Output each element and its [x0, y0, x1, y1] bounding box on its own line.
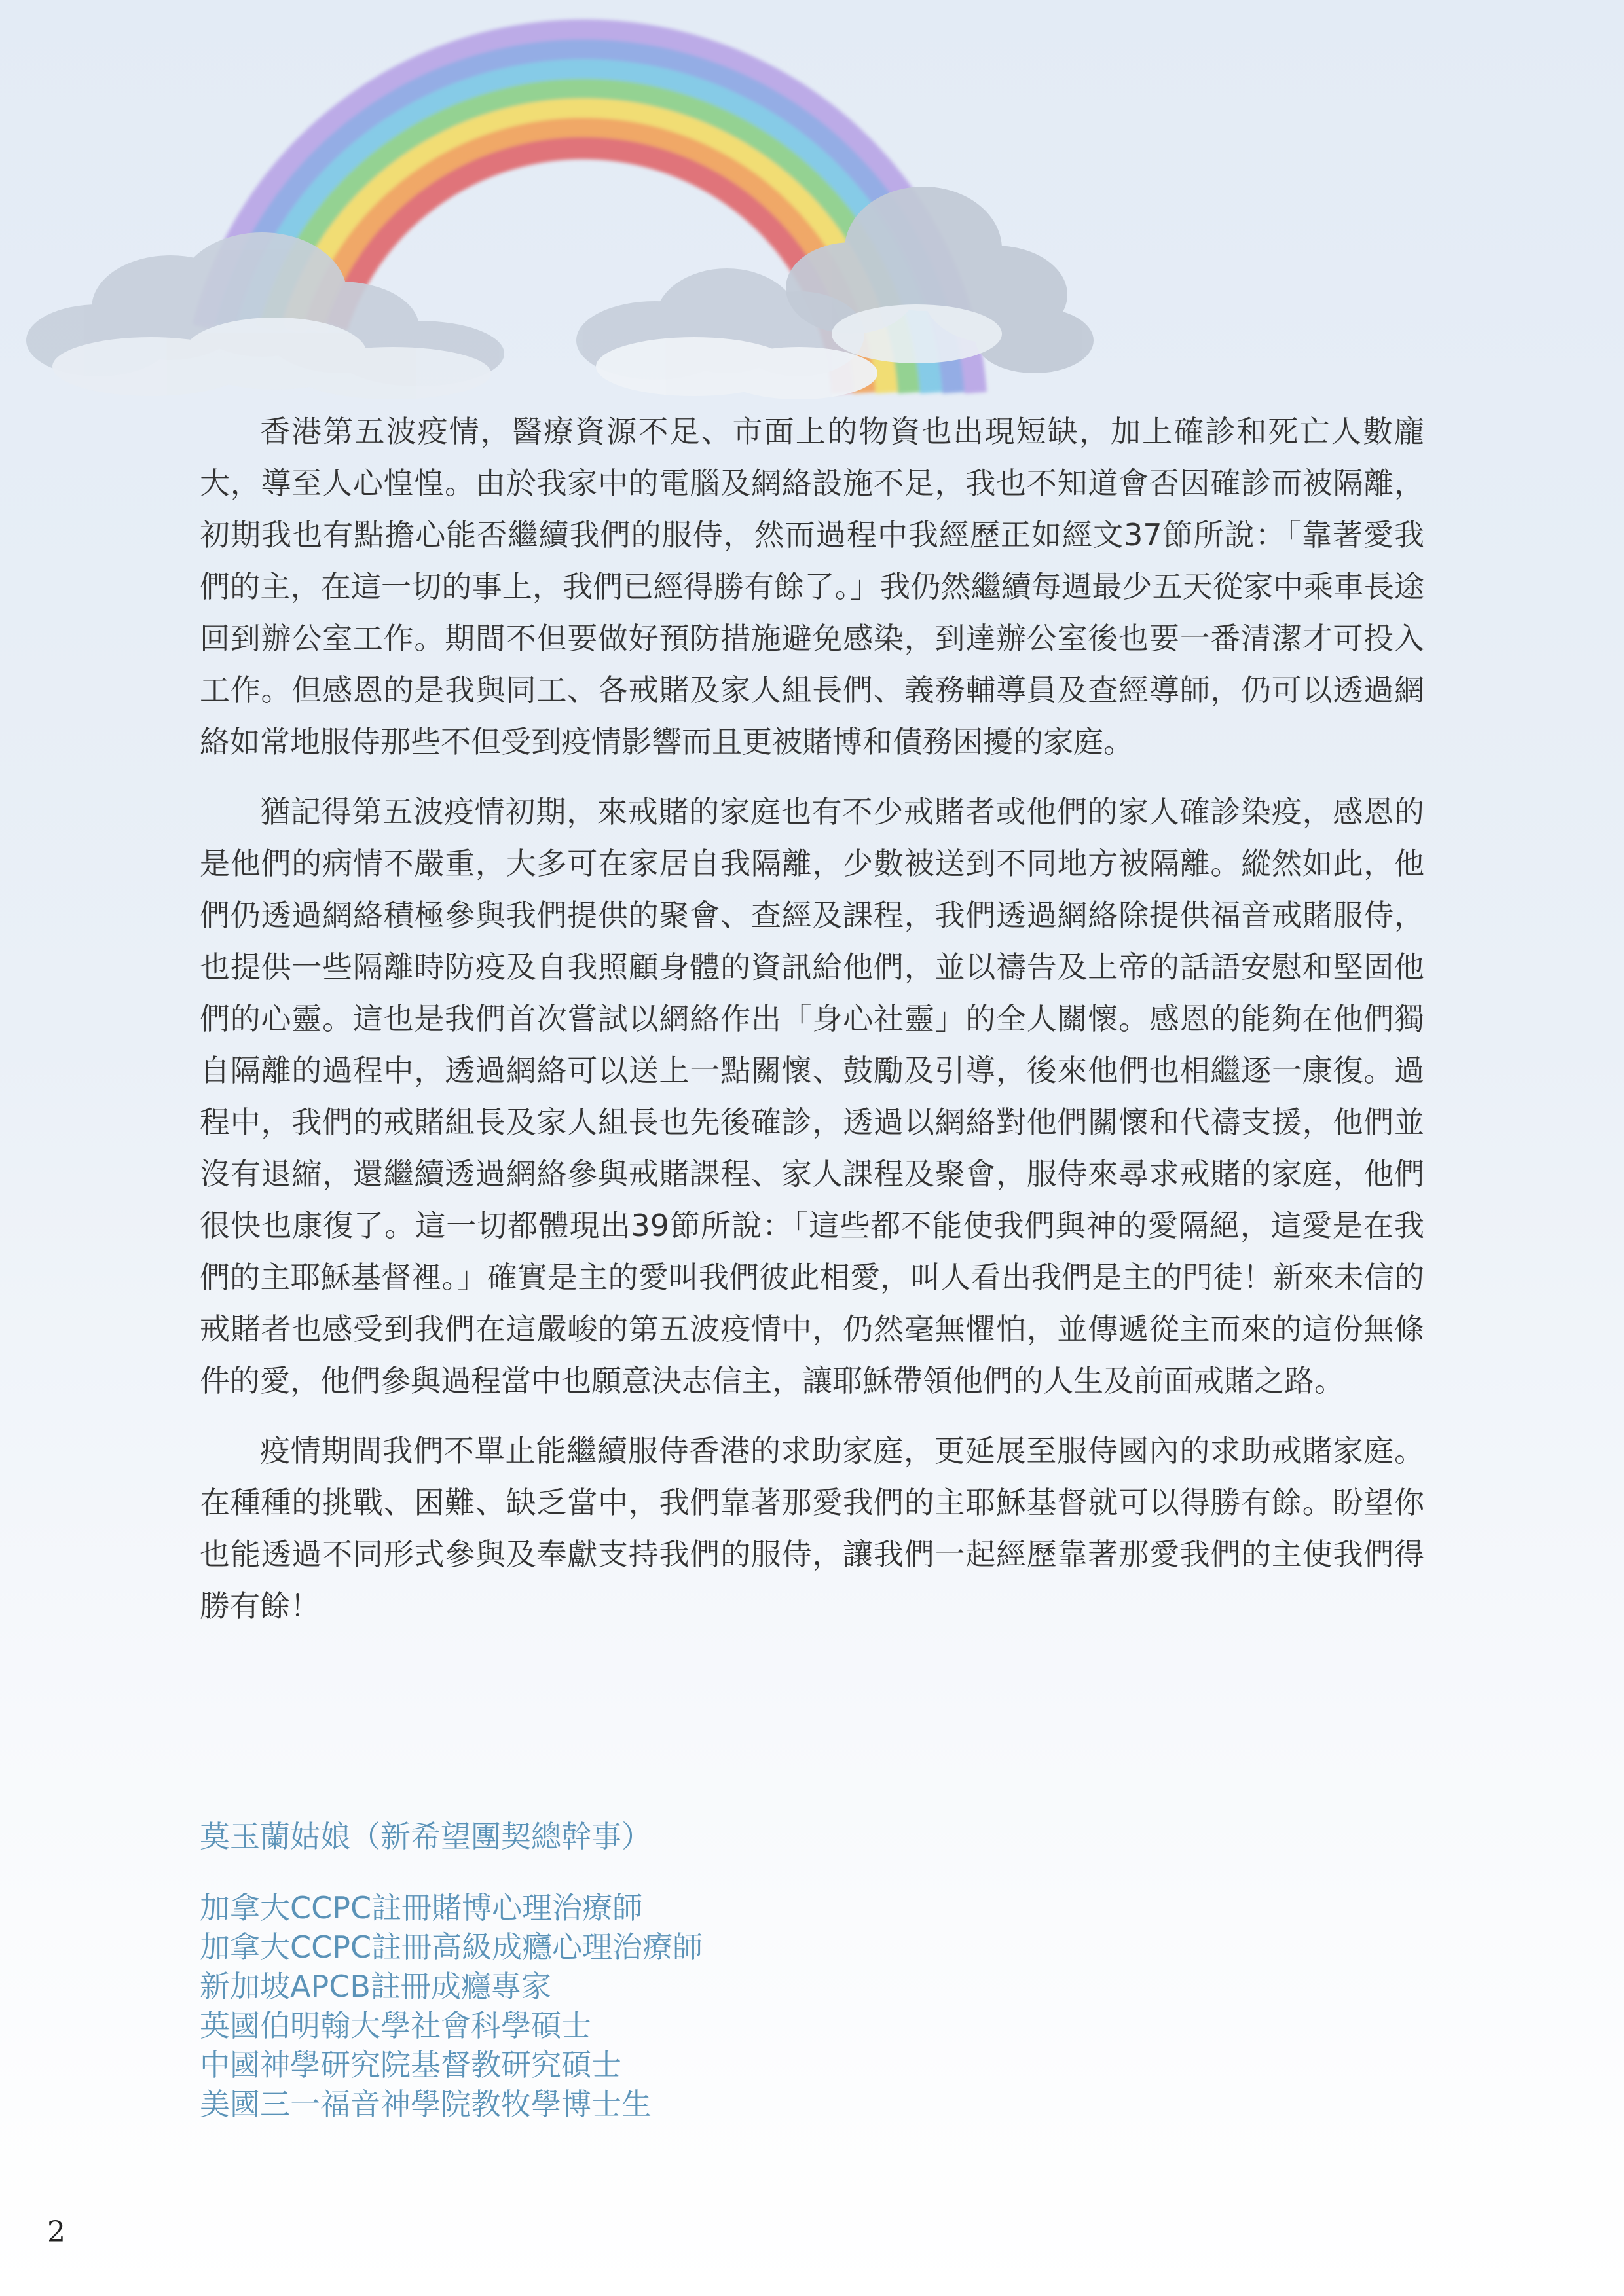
author-name: 莫玉蘭姑娘（新希望團契總幹事）	[200, 1819, 652, 1854]
paragraph: 香港第五波疫情，醫療資源不足、市面上的物資也出現短缺，加上確診和死亡人數龐大，導至人心惶惶。由於我家中的電腦及網絡設施不足，我也不知道會否因確診而被隔離，初期我也有點擔心能否繼續我們的服侍，然而過程中我經歷正如經文37節所說：「靠著愛我們的主，在這一切的事上，我們已經得勝有餘了。」我仍然繼續每週最少五天從家中乘車長途回到辦公室工作。期間不但要做好預防措施避免感染，到達辦公室後也要一番清潔才可投入工作。但感恩的是我與同工、各戒賭及家人組長們、義務輔導員及查經導師，仍可以透過網絡如常地服侍那些不但受到疫情影響而且更被賭博和債務困擾的家庭。	[200, 414, 1424, 759]
paragraph: 猶記得第五波疫情初期，來戒賭的家庭也有不少戒賭者或他們的家人確診染疫，感恩的是他們的病情不嚴重，大多可在家居自我隔離，少數被送到不同地方被隔離。縱然如此，他們仍透過網絡積極參與我們提供的聚會、查經及課程，我們透過網絡除提供福音戒賭服侍，也提供一些隔離時防疫及自我照顧身體的資訊給他們，並以禱告及上帝的話語安慰和堅固他們的心靈。這也是我們首次嘗試以網絡作出「身心社靈」的全人關懷。感恩的能夠在他們獨自隔離的過程中，透過網絡可以送上一點關懷、鼓勵及引導，後來他們也相繼逐一康復。過程中，我們的戒賭組長及家人組長也先後確診，透過以網絡對他們關懷和代禱支援，他們並沒有退縮，還繼續透過網絡參與戒賭課程、家人課程及聚會，服侍來尋求戒賭的家庭，他們很快也康復了。這一切都體現出39節所說：「這些都不能使我們與神的愛隔絕，這愛是在我們的主耶穌基督裡。」確實是主的愛叫我們彼此相愛，叫人看出我們是主的門徒！新來未信的戒賭者也感受到我們在這嚴峻的第五波疫情中，仍然毫無懼怕，並傳遞從主而來的這份無條件的愛，他們參與過程當中也願意決志信主，讓耶穌帶領他們的人生及前面戒賭之路。	[200, 794, 1424, 1398]
credential-line: 新加坡APCB註冊成癮專家	[200, 1969, 551, 2004]
credential-line: 加拿大CCPC註冊高級成癮心理治療師	[200, 1929, 703, 1965]
page-number: 2	[47, 2215, 65, 2249]
credential-line: 英國伯明翰大學社會科學碩士	[200, 2008, 591, 2043]
article-body	[200, 406, 1424, 1650]
credential-line: 美國三一福音神學院教牧學博士生	[200, 2086, 652, 2122]
author-signature	[200, 1813, 1116, 2124]
credential-line: 加拿大CCPC註冊賭博心理治療師	[200, 1890, 643, 1925]
credential-line: 中國神學研究院基督教研究碩士	[200, 2047, 621, 2083]
paragraph: 疫情期間我們不單止能繼續服侍香港的求助家庭，更延展至服侍國內的求助戒賭家庭。在種種的挑戰、困難、缺乏當中，我們靠著那愛我們的主耶穌基督就可以得勝有餘。盼望你也能透過不同形式參與及奉獻支持我們的服侍，讓我們一起經歷靠著那愛我們的主使我們得勝有餘！	[200, 1433, 1424, 1624]
